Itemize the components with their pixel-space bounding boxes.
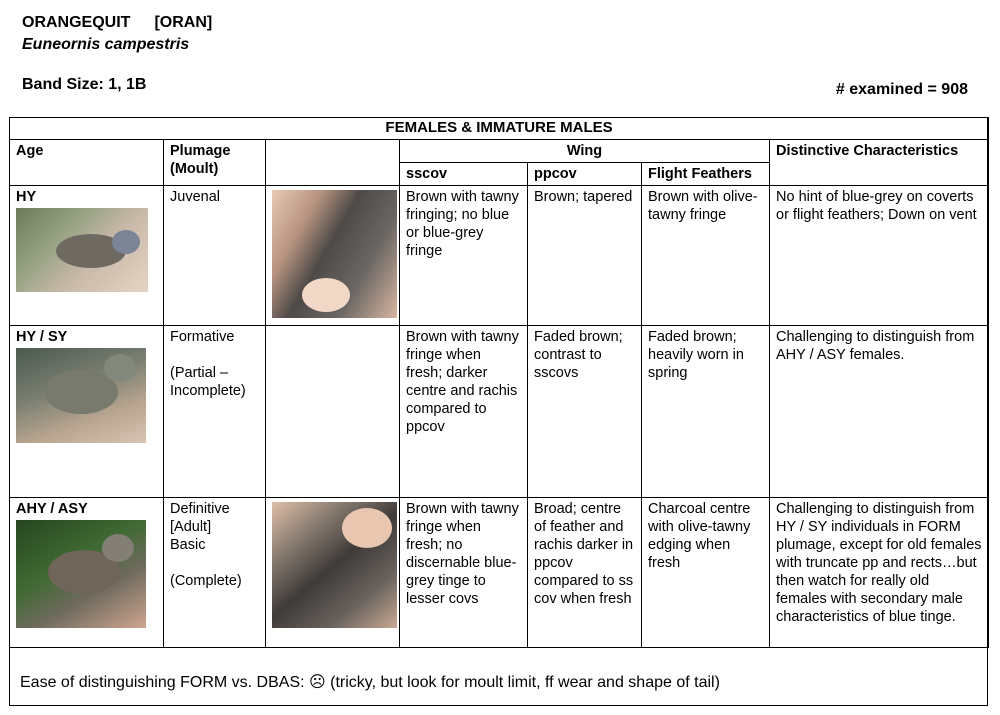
col-header-ppcov: ppcov [528, 163, 642, 186]
plumage-table [9, 117, 989, 648]
sscov-cell: Brown with tawny fringe when fresh; no discernable blue-grey tinge to lesser covs [400, 498, 528, 648]
sscov-cell: Brown with tawny fringe when fresh; darker centre and rachis compared to ppcov [400, 326, 528, 498]
distinctive-cell: No hint of blue-grey on coverts or flight feathers; Down on vent [770, 186, 989, 326]
col-header-photo [266, 140, 400, 186]
wing-photo-cell [266, 186, 400, 326]
plumage-cell: Definitive [Adult] Basic (Complete) [164, 498, 266, 648]
age-label: HY [16, 189, 37, 205]
species-code-line [22, 14, 212, 32]
wing-photo-ahy-asy [272, 502, 397, 628]
col-header-plumage: Plumage (Moult) [164, 140, 266, 186]
ppcov-cell: Broad; centre of feather and rachis darker in ppcov compared to ss cov when fresh [528, 498, 642, 648]
col-header-sscov: sscov [400, 163, 528, 186]
wing-photo-hy [272, 190, 397, 318]
plumage-cell: Juvenal [164, 186, 266, 326]
ease-of-distinguishing-note: Ease of distinguishing FORM vs. DBAS: ☹ (tricky, but look for moult limit, ff wear and shape of tail) [20, 674, 720, 691]
age-cell [10, 186, 164, 326]
flight-cell: Charcoal centre with olive-tawny edging when fresh [642, 498, 770, 648]
wing-photo-cell [266, 326, 400, 498]
species-common-name: ORANGEQUIT [22, 14, 131, 31]
col-header-flight: Flight Feathers [642, 163, 770, 186]
sscov-cell: Brown with tawny fringing; no blue or blue-grey fringe [400, 186, 528, 326]
bird-photo-ahy-asy [16, 520, 146, 628]
age-label: AHY / ASY [16, 501, 88, 517]
species-code: [ORAN] [154, 14, 213, 31]
bird-photo-hy [16, 208, 148, 292]
scientific-name: Euneornis campestris [22, 36, 190, 53]
ppcov-cell: Faded brown; contrast to sscovs [528, 326, 642, 498]
age-label: HY / SY [16, 329, 68, 345]
flight-cell: Brown with olive-tawny fringe [642, 186, 770, 326]
table-row [10, 326, 989, 498]
col-header-wing: Wing [400, 140, 770, 163]
wing-photo-cell [266, 498, 400, 648]
plumage-cell: Formative (Partial – Incomplete) [164, 326, 266, 498]
band-size: Band Size: 1, 1B [22, 76, 147, 93]
table-title: FEMALES & IMMATURE MALES [10, 118, 989, 140]
distinctive-cell: Challenging to distinguish from HY / SY individuals in FORM plumage, except for old females with truncate pp and rects…but then watch for really old females with secondary male characteristics of blue tinge. [770, 498, 989, 648]
distinctive-cell: Challenging to distinguish from AHY / ASY females. [770, 326, 989, 498]
col-header-distinctive: Distinctive Characteristics [770, 140, 989, 186]
age-cell [10, 326, 164, 498]
table-row [10, 498, 989, 648]
flight-cell: Faded brown; heavily worn in spring [642, 326, 770, 498]
col-header-age: Age [10, 140, 164, 186]
age-cell [10, 498, 164, 648]
bird-photo-hy-sy [16, 348, 146, 443]
examined-count: # examined = 908 [835, 81, 968, 98]
table-row [10, 186, 989, 326]
ppcov-cell: Brown; tapered [528, 186, 642, 326]
